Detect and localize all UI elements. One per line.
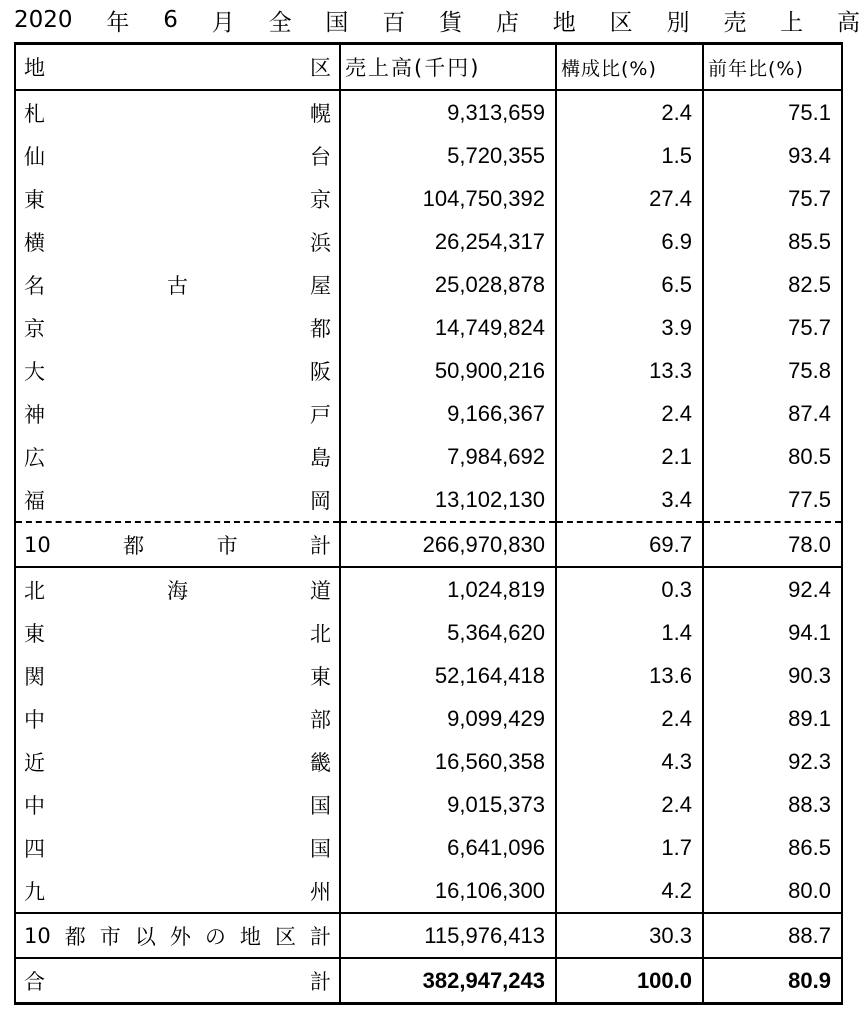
region-name-cell bbox=[15, 435, 340, 478]
region-name-char: 京 bbox=[310, 187, 331, 212]
yoy-cell: 75.7 bbox=[703, 306, 842, 349]
yoy-cell: 94.1 bbox=[703, 611, 842, 654]
sales-cell: 382,947,243 bbox=[340, 958, 556, 1004]
table-row bbox=[15, 783, 842, 826]
sales-cell: 9,313,659 bbox=[340, 90, 556, 134]
region-name-char: 外 bbox=[169, 924, 191, 949]
region-name-char: 州 bbox=[310, 879, 331, 904]
table-row bbox=[15, 697, 842, 740]
region-name-cell bbox=[15, 697, 340, 740]
region-name-char: 阪 bbox=[310, 359, 331, 384]
region-name-cell bbox=[15, 611, 340, 654]
region-name-cell bbox=[15, 392, 340, 435]
yoy-cell: 80.0 bbox=[703, 869, 842, 913]
title-char: 地 bbox=[552, 9, 576, 36]
sales-cell: 5,364,620 bbox=[340, 611, 556, 654]
table-row bbox=[15, 90, 842, 134]
region-name-char: 台 bbox=[310, 144, 331, 169]
region-name-char: 名 bbox=[24, 273, 45, 298]
region-name-char: 京 bbox=[24, 316, 45, 341]
region-name-cell bbox=[15, 220, 340, 263]
table-row bbox=[15, 654, 842, 697]
region-name-cell bbox=[15, 134, 340, 177]
share-cell: 1.7 bbox=[556, 826, 703, 869]
region-name-char: 島 bbox=[310, 445, 331, 470]
title-char: 年 bbox=[106, 9, 130, 36]
share-cell: 2.4 bbox=[556, 90, 703, 134]
region-name-char: 札 bbox=[24, 101, 45, 126]
share-cell: 13.3 bbox=[556, 349, 703, 392]
table-row bbox=[15, 435, 842, 478]
yoy-cell: 80.9 bbox=[703, 958, 842, 1004]
sales-cell: 52,164,418 bbox=[340, 654, 556, 697]
region-name-char: 畿 bbox=[310, 750, 331, 775]
region-name-char: 仙 bbox=[24, 144, 45, 169]
sales-cell: 16,560,358 bbox=[340, 740, 556, 783]
region-name-char: 屋 bbox=[310, 273, 331, 298]
region-name-cell bbox=[15, 783, 340, 826]
sales-cell: 25,028,878 bbox=[340, 263, 556, 306]
region-name-char: 九 bbox=[24, 879, 45, 904]
yoy-cell: 88.7 bbox=[703, 913, 842, 958]
region-name-char: 合 bbox=[24, 969, 45, 994]
yoy-cell: 92.3 bbox=[703, 740, 842, 783]
region-name-char: 地 bbox=[239, 924, 261, 949]
table-row bbox=[15, 392, 842, 435]
region-name-cell bbox=[15, 654, 340, 697]
region-name-char: 幌 bbox=[310, 101, 331, 126]
sales-cell: 9,099,429 bbox=[340, 697, 556, 740]
region-name-char: 浜 bbox=[310, 230, 331, 255]
share-cell: 69.7 bbox=[556, 522, 703, 567]
title-char: 上 bbox=[780, 9, 804, 36]
region-name-char: 部 bbox=[310, 707, 331, 732]
region-name-char: 北 bbox=[24, 578, 45, 603]
table-row bbox=[15, 220, 842, 263]
title-char: 高 bbox=[837, 9, 860, 36]
share-cell: 2.4 bbox=[556, 697, 703, 740]
yoy-cell: 90.3 bbox=[703, 654, 842, 697]
table-row bbox=[15, 134, 842, 177]
table-row bbox=[15, 869, 842, 913]
header-region bbox=[15, 44, 340, 91]
sales-cell: 5,720,355 bbox=[340, 134, 556, 177]
header-share: 構成比(%) bbox=[556, 44, 703, 91]
table-row bbox=[15, 611, 842, 654]
sales-cell: 1,024,819 bbox=[340, 567, 556, 611]
region-name-char: 東 bbox=[24, 187, 45, 212]
share-cell: 2.4 bbox=[556, 392, 703, 435]
sales-cell: 9,015,373 bbox=[340, 783, 556, 826]
share-cell: 4.2 bbox=[556, 869, 703, 913]
subtotal-row bbox=[15, 913, 842, 958]
share-cell: 13.6 bbox=[556, 654, 703, 697]
region-name-char: 海 bbox=[167, 578, 188, 603]
title-char: 国 bbox=[325, 9, 349, 36]
header-region-char: 地 bbox=[24, 56, 45, 80]
yoy-cell: 87.4 bbox=[703, 392, 842, 435]
yoy-cell: 82.5 bbox=[703, 263, 842, 306]
title-char: 2020 bbox=[14, 7, 73, 33]
region-name-char: 東 bbox=[310, 664, 331, 689]
region-name-char: 大 bbox=[24, 359, 45, 384]
region-name-char: 四 bbox=[24, 836, 45, 861]
sales-cell: 115,976,413 bbox=[340, 913, 556, 958]
region-name-cell bbox=[15, 958, 340, 1004]
title-char: 月 bbox=[211, 9, 235, 36]
share-cell: 2.1 bbox=[556, 435, 703, 478]
region-name-char: 国 bbox=[310, 793, 331, 818]
region-name-cell bbox=[15, 913, 340, 958]
header-yoy: 前年比(%) bbox=[703, 44, 842, 91]
title-char: 売 bbox=[723, 9, 747, 36]
yoy-cell: 86.5 bbox=[703, 826, 842, 869]
table-row bbox=[15, 177, 842, 220]
sales-cell: 6,641,096 bbox=[340, 826, 556, 869]
header-sales: 売上高(千円) bbox=[340, 44, 556, 91]
sales-cell: 16,106,300 bbox=[340, 869, 556, 913]
yoy-cell: 92.4 bbox=[703, 567, 842, 611]
region-name-char: 以 bbox=[134, 924, 156, 949]
region-name-cell bbox=[15, 177, 340, 220]
region-name-char: 中 bbox=[24, 793, 45, 818]
region-name-char: 都 bbox=[123, 533, 145, 558]
region-name-cell bbox=[15, 869, 340, 913]
region-name-char: 道 bbox=[310, 578, 331, 603]
region-name-char: 国 bbox=[310, 836, 331, 861]
region-name-char: の bbox=[204, 924, 226, 949]
table-row bbox=[15, 306, 842, 349]
table-row bbox=[15, 349, 842, 392]
yoy-cell: 85.5 bbox=[703, 220, 842, 263]
region-name-char: 近 bbox=[24, 750, 45, 775]
share-cell: 6.5 bbox=[556, 263, 703, 306]
region-name-char: 神 bbox=[24, 402, 45, 427]
region-name-char: 計 bbox=[310, 533, 331, 558]
region-name-cell bbox=[15, 478, 340, 522]
sales-cell: 13,102,130 bbox=[340, 478, 556, 522]
title-char: 百 bbox=[382, 9, 406, 36]
region-name-cell bbox=[15, 263, 340, 306]
region-name-cell bbox=[15, 567, 340, 611]
sales-cell: 7,984,692 bbox=[340, 435, 556, 478]
region-name-char: 北 bbox=[310, 621, 331, 646]
yoy-cell: 80.5 bbox=[703, 435, 842, 478]
total-row bbox=[15, 958, 842, 1004]
region-name-char: 関 bbox=[24, 664, 45, 689]
header-region-char: 区 bbox=[310, 56, 331, 80]
region-name-char: 戸 bbox=[310, 402, 331, 427]
share-cell: 1.4 bbox=[556, 611, 703, 654]
yoy-cell: 93.4 bbox=[703, 134, 842, 177]
region-name-char: 都 bbox=[64, 924, 86, 949]
title-char: 店 bbox=[495, 9, 519, 36]
title-char: 区 bbox=[609, 9, 633, 36]
share-cell: 2.4 bbox=[556, 783, 703, 826]
yoy-cell: 88.3 bbox=[703, 783, 842, 826]
table-row bbox=[15, 478, 842, 522]
region-name-char: 都 bbox=[310, 316, 331, 341]
page-title bbox=[14, 2, 860, 38]
title-char: 全 bbox=[268, 9, 292, 36]
region-name-char: 岡 bbox=[310, 488, 331, 513]
table-row bbox=[15, 740, 842, 783]
sales-cell: 26,254,317 bbox=[340, 220, 556, 263]
region-name-char: 計 bbox=[309, 924, 331, 949]
title-char: 貨 bbox=[439, 9, 463, 36]
share-cell: 27.4 bbox=[556, 177, 703, 220]
region-name-char: 古 bbox=[167, 273, 188, 298]
region-name-cell bbox=[15, 826, 340, 869]
yoy-cell: 75.8 bbox=[703, 349, 842, 392]
share-cell: 3.4 bbox=[556, 478, 703, 522]
share-cell: 1.5 bbox=[556, 134, 703, 177]
share-cell: 4.3 bbox=[556, 740, 703, 783]
region-name-char: 区 bbox=[274, 924, 296, 949]
region-name-char: 市 bbox=[99, 924, 121, 949]
title-char: 6 bbox=[163, 7, 178, 33]
share-cell: 0.3 bbox=[556, 567, 703, 611]
region-name-cell bbox=[15, 90, 340, 134]
share-cell: 30.3 bbox=[556, 913, 703, 958]
region-name-cell bbox=[15, 522, 340, 567]
share-cell: 3.9 bbox=[556, 306, 703, 349]
region-name-char: 横 bbox=[24, 230, 45, 255]
region-name-cell bbox=[15, 349, 340, 392]
sales-cell: 266,970,830 bbox=[340, 522, 556, 567]
region-name-char: 東 bbox=[24, 621, 45, 646]
yoy-cell: 77.5 bbox=[703, 478, 842, 522]
yoy-cell: 75.1 bbox=[703, 90, 842, 134]
yoy-cell: 89.1 bbox=[703, 697, 842, 740]
yoy-cell: 78.0 bbox=[703, 522, 842, 567]
sales-cell: 50,900,216 bbox=[340, 349, 556, 392]
sales-cell: 14,749,824 bbox=[340, 306, 556, 349]
yoy-cell: 75.7 bbox=[703, 177, 842, 220]
sales-table bbox=[14, 42, 843, 1005]
subtotal-row bbox=[15, 522, 842, 567]
region-name-char: 福 bbox=[24, 488, 45, 513]
table-row bbox=[15, 263, 842, 306]
region-name-char: 中 bbox=[24, 707, 45, 732]
region-name-char: 広 bbox=[24, 445, 45, 470]
region-name-cell bbox=[15, 740, 340, 783]
share-cell: 100.0 bbox=[556, 958, 703, 1004]
region-name-char: 市 bbox=[216, 533, 238, 558]
table-header-row bbox=[15, 44, 842, 91]
table-row bbox=[15, 567, 842, 611]
table-row bbox=[15, 826, 842, 869]
region-name-char: 10 bbox=[24, 923, 51, 948]
region-name-char: 10 bbox=[24, 532, 51, 557]
title-char: 別 bbox=[666, 9, 690, 36]
sales-cell: 9,166,367 bbox=[340, 392, 556, 435]
region-name-char: 計 bbox=[310, 969, 331, 994]
share-cell: 6.9 bbox=[556, 220, 703, 263]
region-name-cell bbox=[15, 306, 340, 349]
sales-cell: 104,750,392 bbox=[340, 177, 556, 220]
